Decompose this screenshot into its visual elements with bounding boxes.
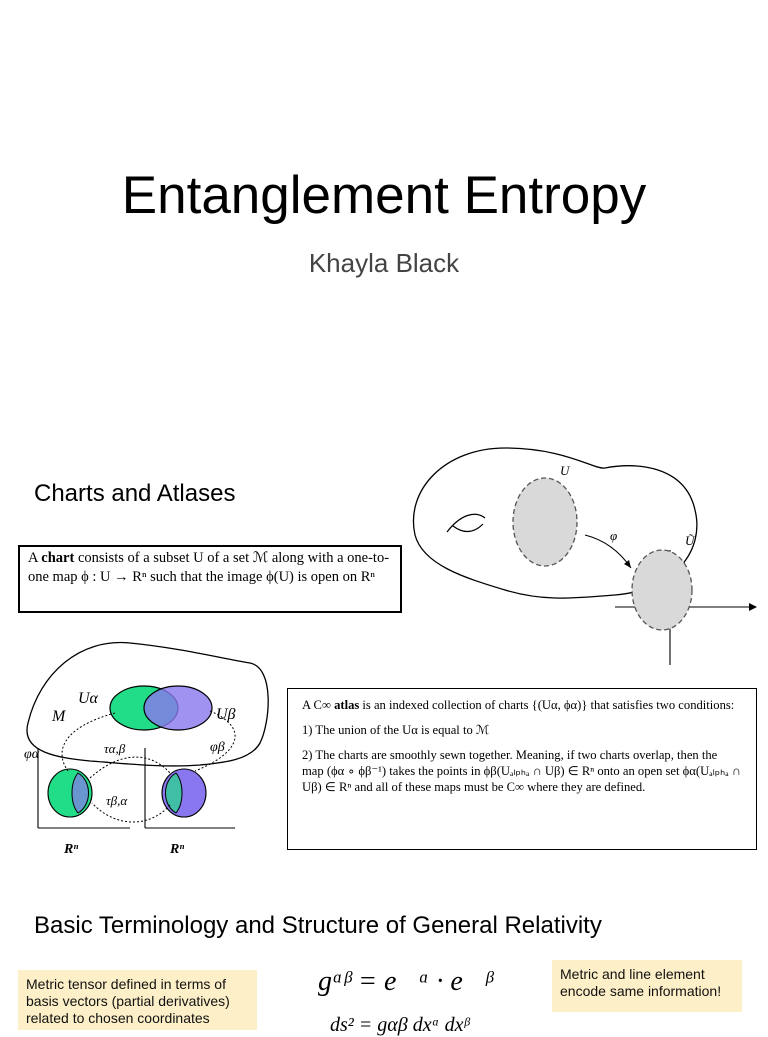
atlas-def-line1 [302, 697, 742, 713]
tau-ba-arrow [92, 803, 170, 822]
tau-ab-arrow [90, 757, 170, 778]
label-tau-ab: τα,β [104, 741, 126, 756]
metric-line-element-note: Metric and line element encode same information! [552, 960, 742, 1012]
label-u: U [560, 463, 570, 478]
chart-def-prefix: A [28, 550, 42, 566]
label-u-beta: Uβ [216, 706, 236, 723]
atlas-definition-box [287, 688, 757, 850]
map-arrow [585, 535, 631, 568]
atlas-condition-1: 1) The union of the Uα is equal to ℳ [302, 723, 490, 737]
atlas-condition-2: 2) The charts are smoothly sewn together. Meaning, if two charts overlap, then the map (ϕα ∘ ϕβ⁻¹) takes the points in ϕβ(Uₐₗₚₕₐ ∩ Uβ) ∈ Rⁿ onto an open set ϕα(Uₐₗₚₕₐ ∩ Uβ) ∈ Rⁿ and all of these maps must be C∞ where they are defined. [302, 748, 741, 794]
region-u-beta [144, 686, 212, 730]
metric-tensor-note: Metric tensor defined in terms of basis vectors (partial derivatives) related to chosen coordinates [18, 970, 257, 1030]
subset-u-region [513, 478, 577, 566]
section-heading-gr: Basic Terminology and Structure of General Relativity [34, 912, 602, 939]
label-phi-beta: φβ [210, 740, 225, 755]
atlas-def-body: is an indexed collection of charts {(Uα, ϕα)} that satisfies two conditions: [359, 698, 735, 712]
metric-equation: gᵅᵝ = e⃗ᵅ · e⃗ᵝ [318, 966, 493, 997]
manifold-handle [447, 514, 485, 532]
label-phi: φ [610, 528, 618, 543]
chart-definition-box [18, 545, 402, 613]
chart-map-diagram [405, 440, 768, 670]
label-tau-ba: τβ,α [106, 793, 128, 808]
label-u-alpha: Uα [78, 690, 98, 707]
slide-author: Khayla Black [308, 248, 460, 278]
chart-def-term: chart [41, 550, 75, 566]
rn-x-arrowhead [749, 603, 757, 611]
label-rn-right: Rⁿ [170, 842, 185, 857]
label-m: M [52, 708, 66, 725]
chart-def-body: consists of a subset U of a set ℳ along with a one-to-one map ϕ : U → Rⁿ such that the image ϕ(U) is open on Rⁿ [28, 550, 390, 585]
label-u-tilde: Ũ [685, 533, 695, 548]
section-heading-charts: Charts and Atlases [34, 480, 236, 507]
slide-title: Entanglement Entropy [121, 166, 647, 225]
label-rn-left: Rⁿ [64, 842, 79, 857]
label-phi-alpha: φα [24, 747, 40, 762]
atlas-diagram [20, 633, 280, 858]
atlas-def-term: atlas [334, 698, 360, 712]
image-u-region [632, 550, 692, 630]
atlas-def-prefix: A C∞ [302, 698, 335, 712]
map-arrowhead [624, 560, 631, 568]
line-element-equation: ds² = gαβ dxᵅ dxᵝ [330, 1014, 470, 1036]
